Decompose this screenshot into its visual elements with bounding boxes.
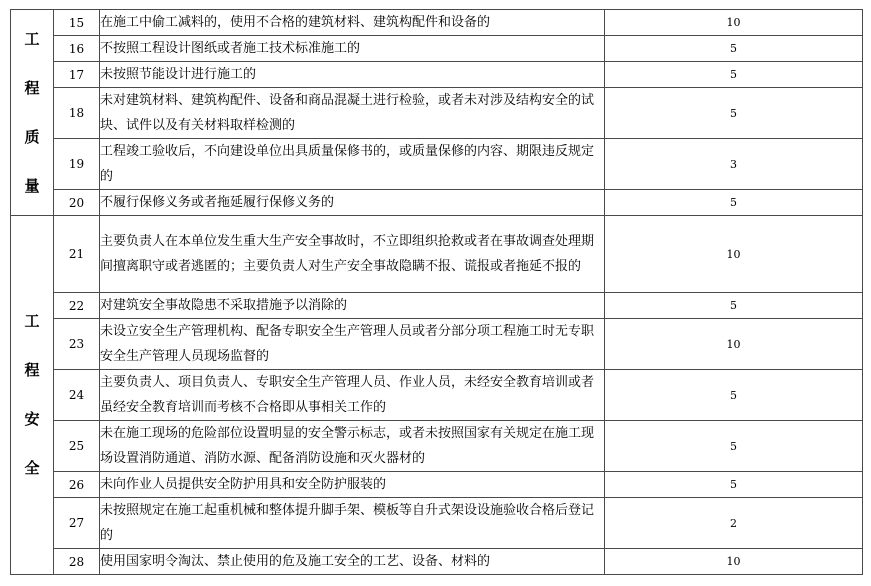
category-char: 工	[24, 29, 40, 48]
table-row	[11, 139, 863, 190]
row-number: 28	[54, 549, 100, 575]
table-row	[11, 472, 863, 498]
deduction-score: 5	[605, 36, 863, 62]
table-row	[11, 293, 863, 319]
category-char: 质	[24, 127, 40, 146]
violation-description: 主要负责人、项目负责人、专职安全生产管理人员、作业人员，未经安全教育培训或者虽经安全教育培训而考核不合格即从事相关工作的	[100, 370, 605, 421]
deduction-score: 5	[605, 62, 863, 88]
penalty-table	[10, 9, 863, 575]
category-char: 程	[24, 78, 40, 97]
row-number: 22	[54, 293, 100, 319]
row-number: 23	[54, 319, 100, 370]
violation-description: 未在施工现场的危险部位设置明显的安全警示标志，或者未按照国家有关规定在施工现场设置消防通道、消防水源、配备消防设施和灭火器材的	[100, 421, 605, 472]
deduction-score: 10	[605, 216, 863, 293]
violation-description: 未对建筑材料、建筑构配件、设备和商品混凝土进行检验，或者未对涉及结构安全的试块、试件以及有关材料取样检测的	[100, 88, 605, 139]
table-row	[11, 36, 863, 62]
table-row	[11, 549, 863, 575]
category-char: 工	[24, 312, 40, 330]
table-row	[11, 190, 863, 216]
violation-description: 不按照工程设计图纸或者施工技术标准施工的	[100, 36, 605, 62]
table-row	[11, 216, 863, 293]
row-number: 25	[54, 421, 100, 472]
deduction-score: 5	[605, 190, 863, 216]
violation-description: 使用国家明令淘汰、禁止使用的危及施工安全的工艺、设备、材料的	[100, 549, 605, 575]
violation-description: 主要负责人在本单位发生重大生产安全事故时，不立即组织抢救或者在事故调查处理期间擅离职守或者逃匿的；主要负责人对生产安全事故隐瞒不报、谎报或者拖延不报的	[100, 216, 605, 293]
category-safety	[11, 216, 54, 575]
row-number: 24	[54, 370, 100, 421]
deduction-score: 2	[605, 498, 863, 549]
violation-description: 未设立安全生产管理机构、配备专职安全生产管理人员或者分部分项工程施工时无专职安全生产管理人员现场监督的	[100, 319, 605, 370]
deduction-score: 5	[605, 421, 863, 472]
violation-description: 未按照规定在施工起重机械和整体提升脚手架、模板等自升式架设设施验收合格后登记的	[100, 498, 605, 549]
deduction-score: 10	[605, 10, 863, 36]
deduction-score: 10	[605, 549, 863, 575]
violation-description: 在施工中偷工减料的，使用不合格的建筑材料、建筑构配件和设备的	[100, 10, 605, 36]
violation-description: 工程竣工验收后，不向建设单位出具质量保修书的，或质量保修的内容、期限违反规定的	[100, 139, 605, 190]
deduction-score: 5	[605, 472, 863, 498]
violation-description: 不履行保修义务或者拖延履行保修义务的	[100, 190, 605, 216]
table-row	[11, 88, 863, 139]
table-row	[11, 498, 863, 549]
category-char: 程	[24, 361, 40, 379]
row-number: 19	[54, 139, 100, 190]
deduction-score: 5	[605, 370, 863, 421]
category-quality	[11, 10, 54, 216]
category-char: 安	[24, 410, 40, 428]
violation-description: 对建筑安全事故隐患不采取措施予以消除的	[100, 293, 605, 319]
deduction-score: 3	[605, 139, 863, 190]
row-number: 21	[54, 216, 100, 293]
table-row	[11, 10, 863, 36]
category-char: 全	[24, 459, 40, 477]
violation-description: 未按照节能设计进行施工的	[100, 62, 605, 88]
row-number: 20	[54, 190, 100, 216]
table-row	[11, 421, 863, 472]
violation-description: 未向作业人员提供安全防护用具和安全防护服装的	[100, 472, 605, 498]
table-row	[11, 62, 863, 88]
table-row	[11, 370, 863, 421]
row-number: 16	[54, 36, 100, 62]
deduction-score: 5	[605, 293, 863, 319]
row-number: 17	[54, 62, 100, 88]
row-number: 27	[54, 498, 100, 549]
deduction-score: 5	[605, 88, 863, 139]
row-number: 15	[54, 10, 100, 36]
table-row	[11, 319, 863, 370]
row-number: 26	[54, 472, 100, 498]
row-number: 18	[54, 88, 100, 139]
deduction-score: 10	[605, 319, 863, 370]
category-char: 量	[24, 176, 40, 195]
